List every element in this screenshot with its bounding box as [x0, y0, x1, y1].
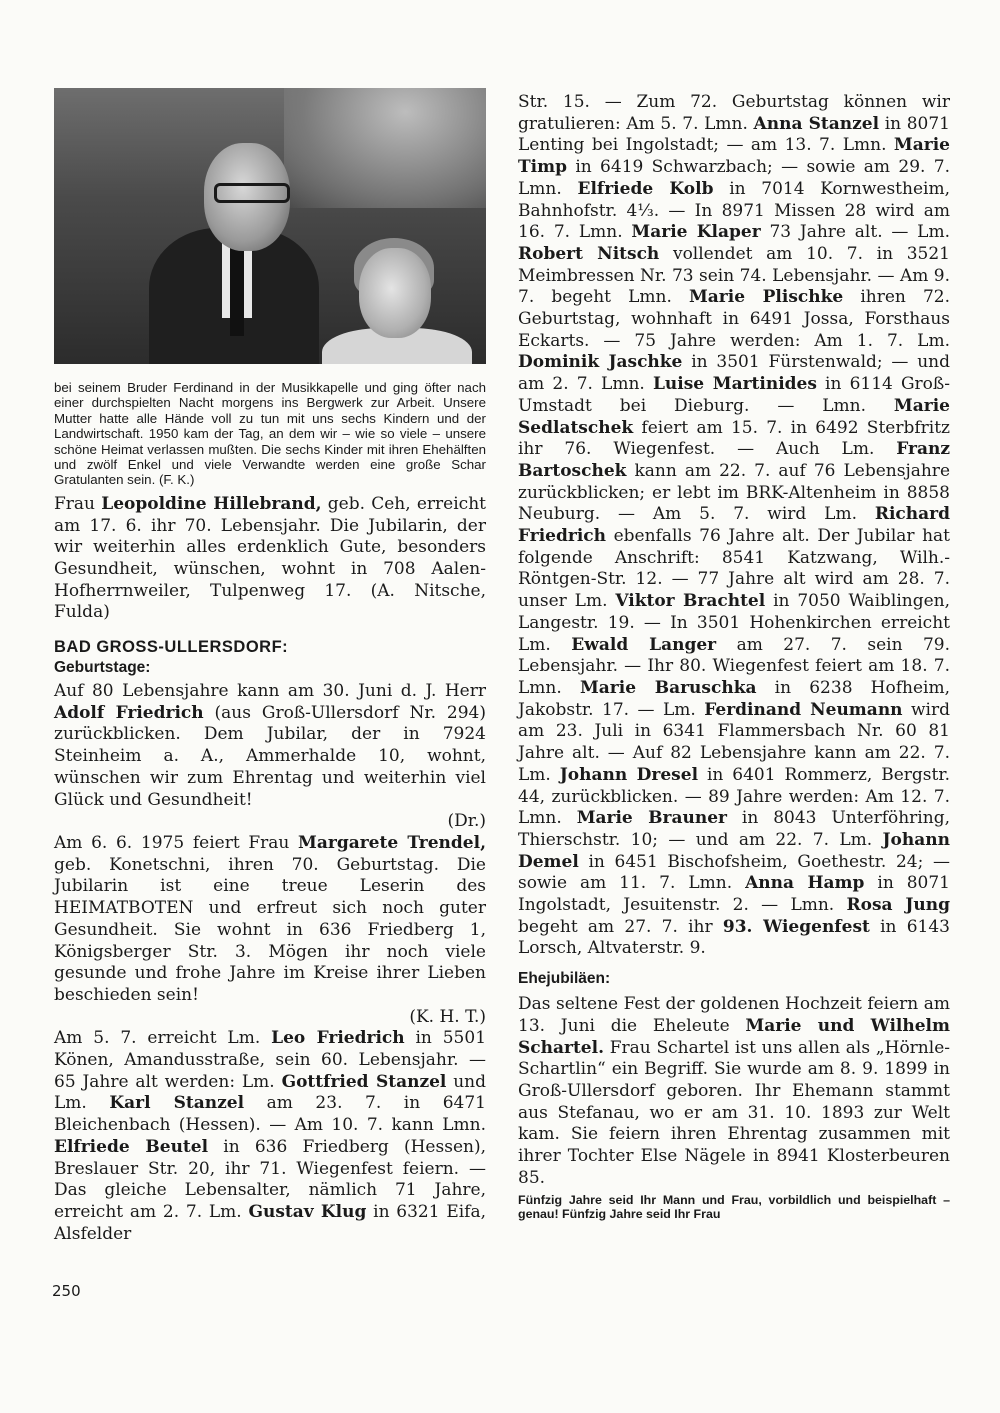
right-caption: Fünfzig Jahre seid Ihr Mann und Frau, vorbildlich und beispielhaft – genau! Fünfzig Jahre seid Ihr Frau [518, 1193, 950, 1222]
right-column [518, 92, 950, 1221]
left-paragraph-birthdays: Am 5. 7. erreicht Lm. Leo Friedrich in 5501 Könen, Amandusstraße, sein 60. Lebensjahr. — 65 Jahre alt werden: Lm. Gottfried Stanzel und Lm. Karl Stanzel am 23. 7. in 6471 Bleichenbach (Hessen). — Am 10. 7. kann Lmn. Elfriede Beutel in 636 Friedberg (Hessen), Breslauer Str. 20, ihr 71. Wiegenfest feiern. — Das gleiche Lebensalter, nämlich 71 Jahre, erreicht am 2. 7. Lm. Gustav Klug in 6321 Eifa, Alsfelder [54, 1028, 487, 1244]
right-paragraph-birthdays: Str. 15. — Zum 72. Geburtstag können wir gratulieren: Am 5. 7. Lmn. Anna Stanzel in 8071 Lenting bei Ingolstadt; — am 13. 7. Lmn. Marie Timp in 6419 Schwarzbach; — sowie am 29. 7. Lmn. Elfriede Kolb in 7014 Kornwestheim, Bahnhofstr. 4⅓. — In 8971 Missen 28 wird am 16. 7. Lmn. Marie Klaper 73 Jahre alt. — Lm. Robert Nitsch vollendet am 10. 7. in 3521 Meimbressen Nr. 73 sein 74. Lebensjahr. — Am 9. 7. begeht Lmn. Marie Plischke ihren 72. Geburtstag, wohnhaft in 6491 Jossa, Forsthaus Eckarts. — 75 Jahre werden: Am 1. 7. Lm. Dominik Jaschke in 3501 Fürstenwald; — und am 2. 7. Lmn. Luise Martinides in 6114 Groß-Umstadt bei Dieburg. — Lmn. Marie Sedlatschek feiert am 15. 7. in 6492 Sterbfritz ihr 76. Wiegenfest. — Auch Lm. Franz Bartoschek kann am 22. 7. auf 76 Lebensjahre zurückblicken; er lebt im BRK-Altenheim in 8858 Neuburg. — Am 5. 7. wird Lm. Richard Friedrich ebenfalls 76 Jahre alt. Der Jubilar hat folgende Anschrift: 8541 Katzwang, Wilh.-Röntgen-Str. 12. — 77 Jahre alt wird am 28. 7. unser Lm. Viktor Brachtel in 7050 Waiblingen, Langestr. 19. — In 3501 Hohenkirchen erreicht Lm. Ewald Langer am 27. 7. sein 79. Lebensjahr. — Ihr 80. Wiegenfest feiert am 18. 7. Lmn. Marie Baruschka in 6238 Hofheim, Jakobstr. 17. — Lm. Ferdinand Neumann wird am 23. Juli in 6341 Flammersbach Nr. 60 81 Jahre alt. — Auf 82 Lebensjahre kann am 22. 7. Lm. Johann Dresel in 6401 Rommerz, Bergstr. 44, zurückblicken. — 89 Jahre werden: Am 12. 7. Lmn. Marie Brauner in 8043 Unterföhring, Thierschstr. 10; — und am 22. 7. Lm. Johann Demel in 6451 Bischofsheim, Goethestr. 24; — sowie am 11. 7. Lmn. Anna Hamp in 8071 Ingolstadt, Jesuitenstr. 2. — Lmn. Rosa Jung begeht am 27. 7. ihr 93. Wiegenfest in 6143 Lorsch, Altvaterstr. 9. [518, 92, 951, 959]
left-paragraph-hillebrand: Frau Leopoldine Hillebrand, geb. Ceh, erreicht am 17. 6. ihr 70. Lebensjahr. Die Jubilarin, der wir weiterhin alles erdenklich Gute, besonders Gesundheit, wünschen, wohnt in 708 Aalen-Hofherrnweiler, Tulpenweg 17. (A. Nitsche, Fulda) [54, 493, 486, 623]
left-paragraph-trendel: Am 6. 6. 1975 feiert Frau Margarete Trendel, geb. Konetschni, ihren 70. Geburtstag. Die Jubilarin ist eine treue Leserin des HEIMATBOTEN und erfreut sich noch guter Gesundheit. Sie wohnt in 636 Friedberg 1, Königsberger Str. 3. Mögen ihr noch viele gesunde und frohe Jahre im Kreise ihrer Lieben beschieden sein! (K. H. T.) [54, 832, 486, 1027]
left-column [50, 88, 486, 1245]
signature: (K. H. T.) [409, 1006, 486, 1027]
left-paragraph-friedrich: Auf 80 Lebensjahre kann am 30. Juni d. J. Herr Adolf Friedrich (aus Groß-Ullersdorf Nr. 294) zurückblicken. Dem Jubilar, der in 7924 Steinheim a. A., Ammerhalde 10, wohnt, wünschen wir zum Ehrentag und weiterhin viel Glück und Gesundheit! (Dr.) [54, 681, 486, 832]
page-number: 250 [52, 1282, 81, 1300]
subhead-ehejubilaeen: Ehejubiläen: [518, 970, 611, 988]
signature: (Dr.) [447, 811, 486, 832]
right-paragraph-schartel: Das seltene Fest der goldenen Hochzeit feiern am 13. Juni die Eheleute Marie und Wilhelm Schartel. Frau Schartel ist uns allen als „Hörnle-Schartlin“ ein Begriff. Sie wurde am 8. 9. 1899 in Groß-Ullersdorf geboren. Ihr Ehemann stammt aus Stefanau, wo er am 31. 10. 1893 zur Welt kam. Sie feiern ihren Ehrentag zusammen mit ihrer Tochter Else Nägele in 8941 Klosterbeuren 85. [518, 994, 950, 1188]
photo-couple [54, 88, 486, 364]
photo-caption: bei seinem Bruder Ferdinand in der Musikkapelle und ging öfter nach einer durchspielten Nacht morgens ins Bergwerk zur Arbeit. Unsere Mutter hatte alle Hände voll zu tun mit uns sechs Kindern und der Landwirtschaft. 1950 kam der Tag, an dem wir – wie so viele – unsere schöne Heimat verlassen mußten. Die sechs Kinder mit ihren Ehehälften und zwölf Enkel und viele Verwandte werden eine große Schar Gratulanten sein. (F. K.) [54, 380, 486, 488]
subhead-geburtstage: Geburtstage: [54, 659, 151, 677]
section-title: BAD GROSS-ULLERSDORF: [54, 638, 289, 657]
